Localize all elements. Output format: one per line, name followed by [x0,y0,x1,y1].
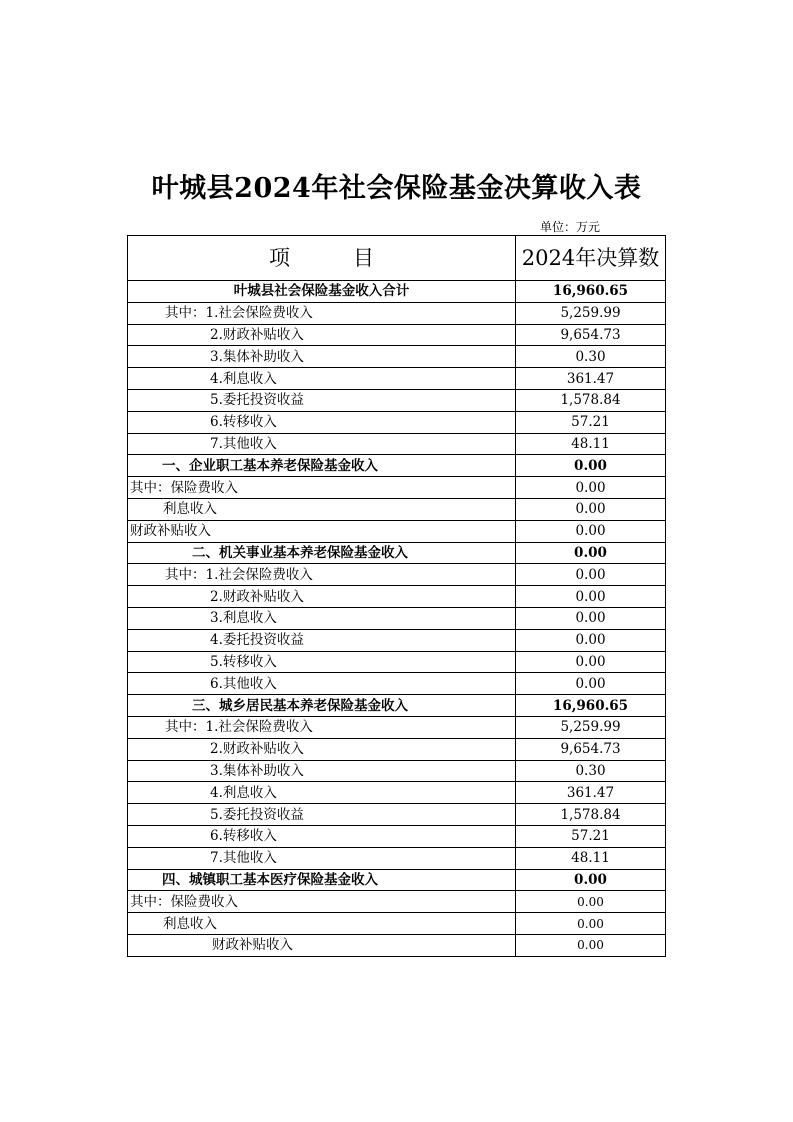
row-value: 0.30 [516,760,666,782]
row-label: 4.利息收入 [128,368,516,390]
row-label: 四、城镇职工基本医疗保险基金收入 [128,869,516,891]
row-value: 0.00 [516,455,666,477]
row-label: 3.集体补助收入 [128,760,516,782]
table-row [128,913,666,935]
row-value: 16,960.65 [516,281,666,303]
row-label: 财政补贴收入 [128,934,516,956]
row-value: 0.00 [516,891,666,913]
row-value: 16,960.65 [516,695,666,717]
row-value: 0.00 [516,542,666,564]
table-row [128,498,666,520]
table-row [128,716,666,738]
row-label: 7.其他收入 [128,433,516,455]
row-value: 5,259.99 [516,716,666,738]
table-row [128,324,666,346]
row-label: 其中：保险费收入 [128,891,516,913]
row-value: 9,654.73 [516,324,666,346]
row-value: 0.00 [516,520,666,542]
row-value: 0.00 [516,477,666,499]
row-label: 利息收入 [128,498,516,520]
table-row [128,368,666,390]
table-row [128,847,666,869]
table-row [128,651,666,673]
row-value: 0.00 [516,586,666,608]
row-label: 7.其他收入 [128,847,516,869]
table-row-total [128,281,666,303]
row-label: 三、城乡居民基本养老保险基金收入 [128,695,516,717]
row-label: 5.转移收入 [128,651,516,673]
row-label: 其中：保险费收入 [128,477,516,499]
row-value: 0.00 [516,673,666,695]
row-label: 6.转移收入 [128,411,516,433]
row-value: 0.00 [516,498,666,520]
row-label: 二、机关事业基本养老保险基金收入 [128,542,516,564]
row-value: 48.11 [516,433,666,455]
row-value: 0.00 [516,934,666,956]
row-value: 0.00 [516,607,666,629]
row-label: 6.其他收入 [128,673,516,695]
row-label: 4.委托投资收益 [128,629,516,651]
row-label: 叶城县社会保险基金收入合计 [128,281,516,303]
row-label: 一、企业职工基本养老保险基金收入 [128,455,516,477]
row-value: 5,259.99 [516,302,666,324]
row-label: 3.利息收入 [128,607,516,629]
row-value: 57.21 [516,411,666,433]
row-value: 0.00 [516,564,666,586]
table-row [128,302,666,324]
row-label: 5.委托投资收益 [128,389,516,411]
row-value: 1,578.84 [516,804,666,826]
table-row-section-1 [128,455,666,477]
table-row [128,760,666,782]
document-title: 叶城县2024年社会保险基金决算收入表 [151,173,642,204]
row-value: 1,578.84 [516,389,666,411]
table-row [128,629,666,651]
row-value: 0.00 [516,913,666,935]
row-label: 2.财政补贴收入 [128,586,516,608]
table-row [128,607,666,629]
row-label: 5.委托投资收益 [128,804,516,826]
table-row-section-3 [128,695,666,717]
table-row [128,586,666,608]
row-value: 361.47 [516,782,666,804]
header-item: 项 目 [128,236,516,281]
table-row [128,934,666,956]
table-row [128,782,666,804]
row-value: 0.00 [516,629,666,651]
row-label: 3.集体补助收入 [128,346,516,368]
row-value: 0.00 [516,869,666,891]
row-value: 9,654.73 [516,738,666,760]
fund-income-table [127,235,666,957]
table-row [128,891,666,913]
row-value: 48.11 [516,847,666,869]
row-value: 0.00 [516,651,666,673]
table-row [128,433,666,455]
table-row [128,346,666,368]
table-row [128,520,666,542]
header-value: 2024年决算数 [516,236,666,281]
row-value: 0.30 [516,346,666,368]
row-label: 财政补贴收入 [128,520,516,542]
row-label: 6.转移收入 [128,825,516,847]
row-label: 2.财政补贴收入 [128,324,516,346]
row-label: 其中：1.社会保险费收入 [128,716,516,738]
table-row [128,411,666,433]
table-row [128,389,666,411]
table-row [128,738,666,760]
row-label: 4.利息收入 [128,782,516,804]
unit-label: 单位：万元 [540,220,601,234]
row-label: 利息收入 [128,913,516,935]
table-row [128,673,666,695]
row-label: 其中：1.社会保险费收入 [128,302,516,324]
row-value: 361.47 [516,368,666,390]
row-label: 2.财政补贴收入 [128,738,516,760]
table-row [128,825,666,847]
table-row-section-4 [128,869,666,891]
table-row-section-2 [128,542,666,564]
table-row [128,804,666,826]
row-value: 57.21 [516,825,666,847]
table-row [128,477,666,499]
row-label: 其中：1.社会保险费收入 [128,564,516,586]
table-header-row [128,236,666,281]
table-row [128,564,666,586]
